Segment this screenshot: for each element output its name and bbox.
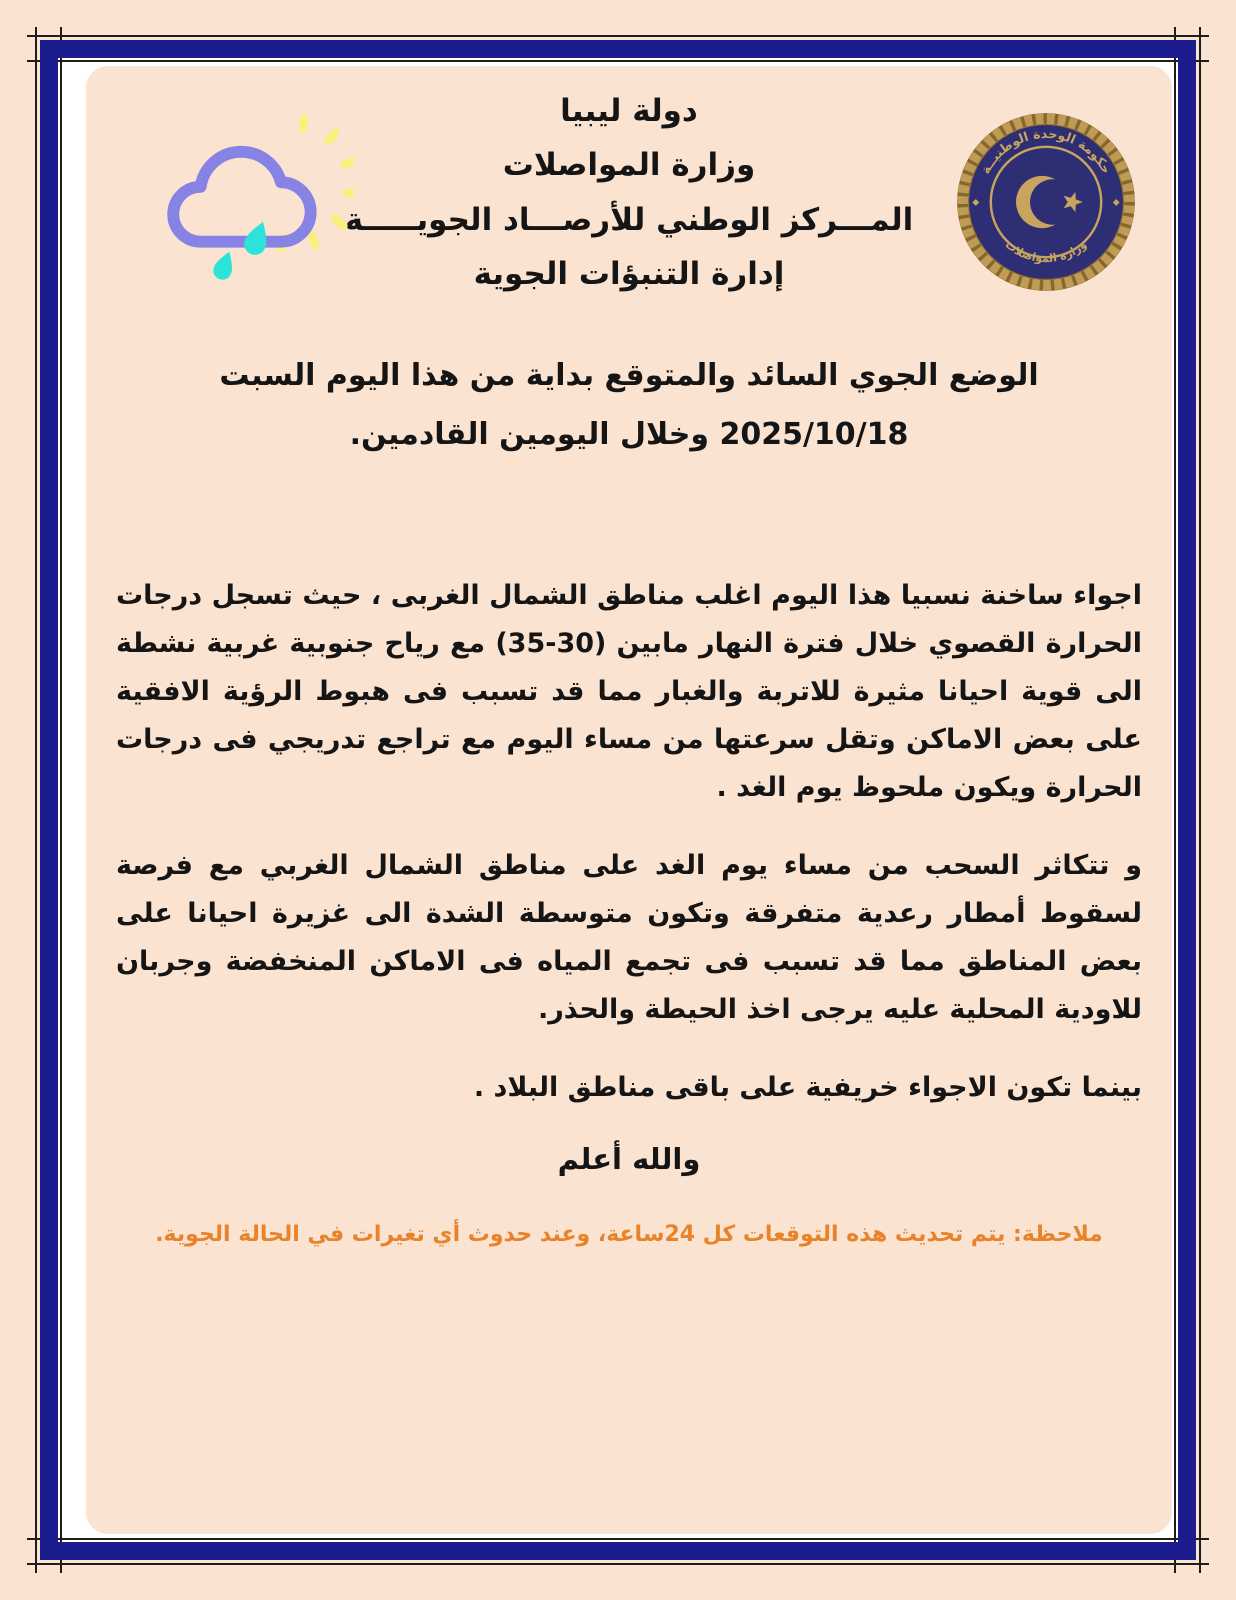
ministry-seal-logo (954, 110, 1138, 294)
forecast-title-line1: الوضع الجوي السائد والمتوقع بداية من هذا اليوم السبت (219, 358, 1039, 393)
frame-thin-line (27, 1563, 1209, 1565)
rain-drops (211, 218, 273, 282)
forecast-paragraph-rest-of-country: بينما تكون الاجواء خريفية على باقى مناطق البلاد . (473, 1072, 1142, 1104)
cloud-outline (173, 152, 310, 242)
forecast-title (86, 347, 1172, 464)
frame-thin-line (1199, 27, 1201, 1573)
rain-cloud-sun-icon (144, 104, 354, 288)
seal-top-text: حكومة الوحدة الوطنيــة (977, 126, 1115, 177)
letterhead-line-department: إدارة التنبؤات الجوية (473, 255, 785, 292)
letterhead-line-center: المـــركز الوطني للأرصـــاد الجويـــــة (344, 201, 914, 238)
bulletin-panel (86, 66, 1172, 1534)
letterhead-line-country: دولة ليبيا (560, 93, 698, 129)
frame-thin-line (27, 35, 1209, 37)
seal-bottom-text: وزارة المواصلات (1002, 237, 1090, 266)
forecast-body (86, 572, 1172, 1112)
frame-thin-line (35, 27, 37, 1573)
forecast-title-line2: 2025/10/18 وخلال اليومين القادمين. (349, 416, 909, 452)
forecast-paragraph-tomorrow: و تتكاثر السحب من مساء يوم الغد على مناطق الشمال الغربي مع فرصة لسقوط أمطار رعدية متفرقة وتكون متوسطة الشدة الى غزيرة احيانا على بعض المناطق مما قد تسبب فى تجمع المياه فى الاماكن المنخفضة وجربان للاودية المحلية عليه يرجى اخذ الحيطة والحذر. (116, 850, 1142, 1026)
update-note: ملاحظة: يتم تحديث هذه التوقعات كل 24ساعة، وعند حدوث أي تغيرات في الحالة الجوية. (155, 1222, 1103, 1248)
closing-phrase: والله أعلم (557, 1142, 701, 1177)
forecast-paragraph-today: اجواء ساخنة نسبيا هذا اليوم اغلب مناطق الشمال الغربى ، حيث تسجل درجات الحرارة القصوي خلال فترة النهار مابين (30-35) مع رياح جنوبية غربية نشطة الى قوية احيانا مثيرة للاتربة والغبار مما قد تسبب فى هبوط الرؤية الافقية على بعض الاماكن وتقل سرعتها من مساء اليوم مع تراجع تدريجي فى درجات الحرارة ويكون ملحوظ يوم الغد . (116, 580, 1142, 804)
letterhead-line-ministry: وزارة المواصلات (502, 147, 756, 184)
